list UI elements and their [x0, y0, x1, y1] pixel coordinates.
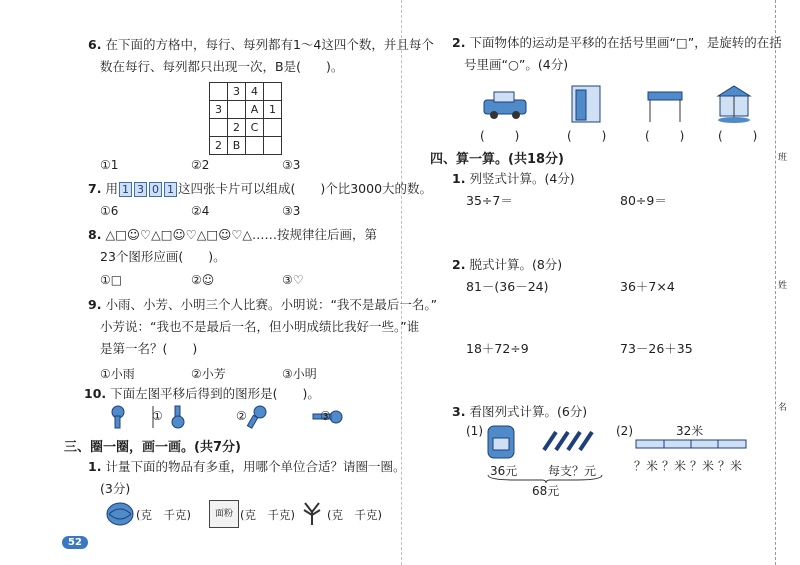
grid-cell: C	[246, 119, 264, 137]
grid-row	[210, 137, 282, 155]
unit-choice-watermelon[interactable]: (克 千克)	[136, 508, 191, 522]
unit-choice-flour[interactable]: (克 千克)	[240, 508, 295, 522]
q8-option-3[interactable]: ③♡	[282, 273, 304, 287]
backpack-pencils	[484, 422, 604, 462]
key-option-1-icon	[172, 406, 184, 428]
rope-segment-length: ？米	[634, 459, 659, 473]
question-text: 看图列式计算。(6分)	[469, 404, 588, 419]
rope-segments	[634, 436, 750, 456]
calc-item: 73－26＋35	[620, 341, 693, 356]
grid-cell: 1	[264, 101, 282, 119]
section-4-q2	[452, 256, 562, 274]
question-text: 小雨、小芳、小明三个人比赛。小明说：“我不是最后一名。”	[105, 297, 438, 312]
page-number: 52	[62, 536, 88, 549]
q9-option-3[interactable]: ③小明	[282, 367, 317, 381]
motion-pictures	[480, 84, 760, 128]
grid-cell	[264, 119, 282, 137]
question-10	[84, 385, 320, 403]
grid-cell	[210, 83, 228, 101]
grid-cell	[210, 119, 228, 137]
blank-gate[interactable]: ( )	[645, 129, 687, 143]
question-text: 下面左图平移后得到的图形是( )。	[110, 386, 320, 401]
binding-label-surname: 姓	[778, 281, 788, 291]
grid-cell: 2	[210, 137, 228, 155]
blank-car[interactable]: ( )	[480, 129, 522, 143]
q6-option-1[interactable]: ①1	[100, 158, 119, 172]
section-4-title: 四、算一算。(共18分)	[430, 152, 564, 167]
question-number: 1.	[88, 459, 102, 474]
grid-cell: A	[246, 101, 264, 119]
q10-option-3[interactable]: ③	[320, 409, 331, 423]
carousel-icon	[718, 86, 750, 123]
backpack-icon	[488, 426, 514, 458]
question-number: 3.	[452, 404, 466, 419]
watermelon-icon	[106, 501, 134, 527]
grid-cell	[264, 137, 282, 155]
binding-label-name: 名	[778, 403, 788, 413]
digit-card: 1	[119, 182, 132, 197]
door-icon	[572, 86, 600, 122]
grid-cell: 4	[246, 83, 264, 101]
question-8-line1	[88, 226, 377, 244]
digit-card: 3	[134, 182, 147, 197]
pencils-icon	[544, 432, 592, 450]
car-icon	[484, 92, 526, 119]
question-2-line1	[452, 34, 782, 52]
section-3-q1-line1	[88, 458, 405, 476]
section-3-q1-line2: (3分)	[100, 481, 131, 496]
binding-line	[775, 0, 776, 565]
backpack-price: 36元	[490, 464, 518, 478]
grid-cell	[264, 83, 282, 101]
rope-segment-length: ？米	[662, 459, 687, 473]
question-9-line3: 是第一名？( )	[100, 341, 198, 356]
calc-item: 35÷7＝	[466, 193, 513, 208]
rope-segment-length: ？米	[718, 459, 743, 473]
number-grid	[209, 82, 282, 155]
rope-total-length: 32米	[676, 424, 704, 438]
question-number: 9.	[88, 297, 102, 312]
unit-choice-vegetable[interactable]: (克 千克)	[327, 508, 382, 522]
section-4-q3	[452, 403, 587, 421]
question-number: 2.	[452, 35, 466, 50]
grid-cell	[246, 137, 264, 155]
q7-option-1[interactable]: ①6	[100, 204, 119, 218]
grid-cell: 3	[228, 83, 246, 101]
question-number: 7.	[88, 181, 102, 196]
section-4-q1	[452, 170, 575, 188]
grid-row	[210, 119, 282, 137]
q7-option-2[interactable]: ②4	[191, 204, 210, 218]
question-text: 计量下面的物品有多重，用哪个单位合适？请圈一圈。	[105, 459, 406, 474]
q9-option-1[interactable]: ①小雨	[100, 367, 135, 381]
q10-figures	[108, 404, 348, 430]
q8-option-2[interactable]: ②☺	[191, 273, 215, 287]
question-6-line2: 数在每行、每列都只出现一次，B是( )。	[100, 59, 344, 74]
rope-segment-length: ？米	[690, 459, 715, 473]
question-number: 8.	[88, 227, 102, 242]
grid-cell: B	[228, 137, 246, 155]
binding-label-class: 班	[778, 153, 788, 163]
page-divider	[401, 0, 402, 565]
picture-2-label: (2)	[616, 424, 633, 438]
q6-option-2[interactable]: ②2	[191, 158, 210, 172]
question-text: 下面物体的运动是平移的在括号里画“□”，是旋转的在括	[469, 35, 782, 50]
grid-cell: 3	[210, 101, 228, 119]
question-8-line2: 23个图形应画( )。	[100, 249, 226, 264]
total-price: 68元	[532, 484, 560, 498]
key-option-2-icon	[247, 406, 266, 428]
question-2-line2: 号里画“○”。(4分)	[464, 57, 569, 72]
picture-1-label: (1)	[466, 424, 483, 438]
section-3-title: 三、圈一圈，画一画。(共7分)	[64, 440, 241, 455]
question-7	[88, 180, 432, 198]
vegetable-icon	[300, 500, 324, 526]
question-text: 列竖式计算。(4分)	[469, 171, 575, 186]
question-9-line1	[88, 296, 437, 314]
flour-bag-icon: 面粉	[209, 500, 239, 528]
calc-item: 18＋72÷9	[466, 341, 529, 356]
grid-cell	[228, 101, 246, 119]
question-text: 在下面的方格中，每行、每列都有1～4这四个数，并且每个	[105, 37, 434, 52]
grid-row	[210, 101, 282, 119]
q8-option-1[interactable]: ①□	[100, 273, 123, 287]
calc-item: 81－(36－24)	[466, 279, 549, 294]
calc-item: 36＋7×4	[620, 279, 675, 294]
pencil-each-price: 每支？元	[548, 464, 597, 478]
blank-door[interactable]: ( )	[567, 129, 609, 143]
calc-item: 80÷9＝	[620, 193, 667, 208]
question-6-line1	[88, 36, 434, 54]
gate-icon	[648, 92, 682, 122]
key-original-icon	[112, 406, 124, 428]
q6-option-3[interactable]: ③3	[282, 158, 301, 172]
question-number: 6.	[88, 37, 102, 52]
grid-cell: 2	[228, 119, 246, 137]
q7-prefix: 用	[105, 181, 118, 196]
question-number: 10.	[84, 386, 107, 401]
question-number: 1.	[452, 171, 466, 186]
q10-option-1[interactable]: ①	[152, 409, 163, 423]
q7-option-3[interactable]: ③3	[282, 204, 301, 218]
q7-suffix: 这四张卡片可以组成( )个比3000大的数。	[177, 181, 433, 196]
q10-option-2[interactable]: ②	[236, 409, 247, 423]
question-number: 2.	[452, 257, 466, 272]
q9-option-2[interactable]: ②小芳	[191, 367, 226, 381]
question-9-line2: 小芳说：“我也不是最后一名，但小明成绩比我好一些。”谁	[100, 319, 420, 334]
blank-carousel[interactable]: ( )	[718, 129, 760, 143]
question-text: △□☺♡△□☺♡△□☺♡△……按规律往后画，第	[105, 227, 378, 242]
digit-card: 1	[164, 182, 177, 197]
grid-row	[210, 83, 282, 101]
digit-card: 0	[149, 182, 162, 197]
question-text: 脱式计算。(8分)	[469, 257, 563, 272]
